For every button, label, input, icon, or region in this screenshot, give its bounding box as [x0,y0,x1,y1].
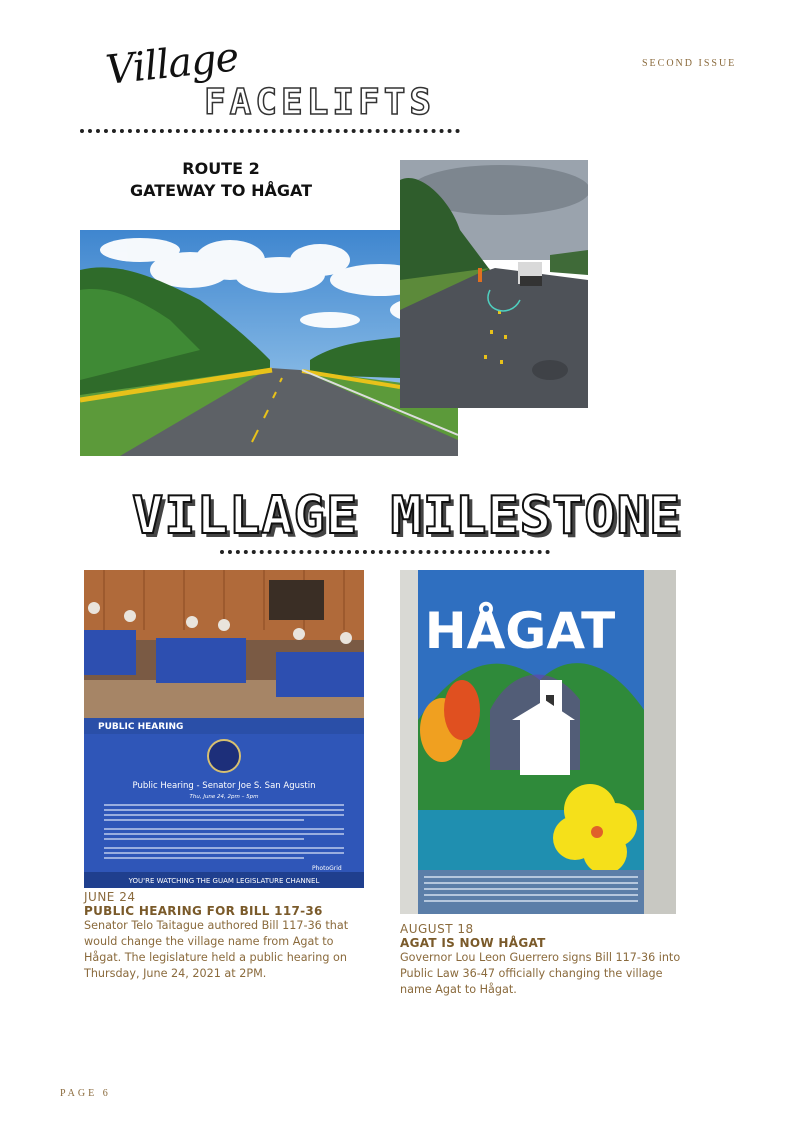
hearing-subtitle: Thu, June 24, 2pm – 5pm [189,794,259,800]
title-script: Village [103,34,241,94]
caption-body: Governor Lou Leon Guerrero signs Bill 117-36 into Public Law 36-47 officially changing the village name Agat to Hågat. [400,951,681,996]
caption-heading: PUBLIC HEARING FOR BILL 117-36 [84,904,323,918]
caption-date: AUGUST 18 [400,922,474,936]
channel-footer: YOU'RE WATCHING THE GUAM LEGISLATURE CHANNEL [128,877,320,885]
route-line-2: GATEWAY TO HÅGAT [129,181,313,200]
section-title: VILLAGE MILESTONE [132,486,682,546]
route-heading [96,158,346,202]
title-block: FACELIFTS [204,82,436,123]
dotted-divider [80,129,460,133]
issue-label: SECOND ISSUE [642,58,737,69]
caption-body: Senator Telo Taitague authored Bill 117-36 that would change the village name from Agat to Hågat. The legislature held a public hearing on Thursday, June 24, 2021 at 2PM. [84,919,349,980]
public-hearing-photo [84,570,364,888]
caption-heading: AGAT IS NOW HÅGAT [400,936,546,950]
sign-text: HÅGAT [424,602,616,660]
page-number: PAGE 6 [60,1088,111,1099]
route-line-1: ROUTE 2 [182,159,260,178]
hearing-banner: PUBLIC HEARING [98,722,184,732]
caption-june [84,890,374,982]
road-work-photo [400,160,588,408]
caption-august [400,922,690,998]
photo-credit: PhotoGrid [312,865,342,872]
hearing-title: Public Hearing - Senator Joe S. San Agustin [132,781,316,791]
dotted-divider-2 [220,550,550,554]
caption-date: JUNE 24 [84,890,136,904]
hagat-sign-photo [400,570,676,914]
